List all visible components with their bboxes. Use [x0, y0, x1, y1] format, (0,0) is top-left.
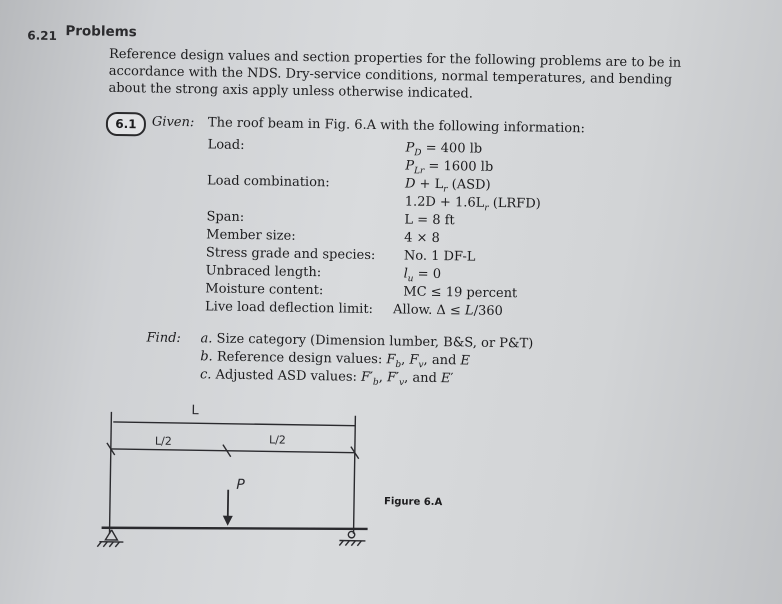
find-label: Find: — [146, 330, 181, 346]
row-value-asd-combination: $D + L_r$ (ASD) — [404, 176, 491, 195]
span-dimension-line — [113, 422, 355, 426]
right-extension-line — [354, 416, 356, 534]
row-value-span: L = 8 ft — [404, 212, 455, 229]
row-value-deflection-limit: Allow. Δ ≤ L/360 — [392, 302, 503, 320]
row-value-member-size: 4 × 8 — [404, 230, 441, 247]
row-label-member-size: Member size: — [206, 227, 296, 244]
row-label-moisture-content: Moisture content: — [205, 281, 324, 299]
pin-support — [105, 530, 117, 540]
problem-number-badge: 6.1 — [106, 112, 146, 137]
figure-caption: Figure 6.A — [383, 496, 443, 509]
half-span-dimension-line — [111, 449, 355, 453]
row-label-span: Span: — [206, 209, 245, 225]
find-item-c: c. Adjusted ASD values: $F'_b$, $F'_v$, and E′ — [199, 367, 454, 389]
find-item-b: b. Reference design values: $F_b$, $F_v$, and E — [200, 349, 471, 371]
section-title: Problems — [65, 23, 137, 41]
load-label: P — [236, 476, 245, 493]
row-value-unbraced-length: $l_u = 0$ — [403, 266, 442, 285]
row-value-moisture-content: MC ≤ 19 percent — [403, 284, 518, 302]
row-value-dead-load: $P_D = 400$ lb — [405, 140, 483, 159]
given-text: The roof beam in Fig. 6.A with the following information: — [207, 115, 586, 137]
row-label-stress-grade: Stress grade and species: — [205, 245, 376, 264]
half-span-left-label: L/2 — [154, 434, 172, 448]
beam-line — [102, 525, 368, 532]
load-arrow-head — [223, 516, 233, 526]
find-item-a: a. Size category (Dimension lumber, B&S, or P&T) — [200, 331, 534, 352]
left-extension-line — [110, 412, 112, 534]
row-value-roof-live-load: $P_{Lr} = 1600$ lb — [405, 158, 494, 177]
row-value-stress-grade: No. 1 DF-L — [403, 248, 476, 265]
row-label-unbraced-length: Unbraced length: — [205, 263, 322, 281]
given-label: Given: — [151, 114, 195, 131]
row-value-lrfd-combination: $1.2D + 1.6L_r$ (LRFD) — [404, 194, 541, 214]
row-label-load-combination: Load combination: — [206, 173, 330, 191]
row-label-load: Load: — [207, 137, 245, 153]
intro-paragraph: Reference design values and section properties for the following problems are to be in accordance with the NDS. Dry-service conditions, normal temperatures, and bending about the strong axis apply unless otherwise indicated. — [108, 46, 682, 102]
section-number: 6.21 — [27, 28, 58, 43]
roller-support — [348, 531, 354, 537]
row-label-deflection-limit: Live load deflection limit: — [204, 299, 374, 317]
half-span-right-label: L/2 — [268, 433, 286, 447]
span-label: L — [191, 403, 199, 419]
